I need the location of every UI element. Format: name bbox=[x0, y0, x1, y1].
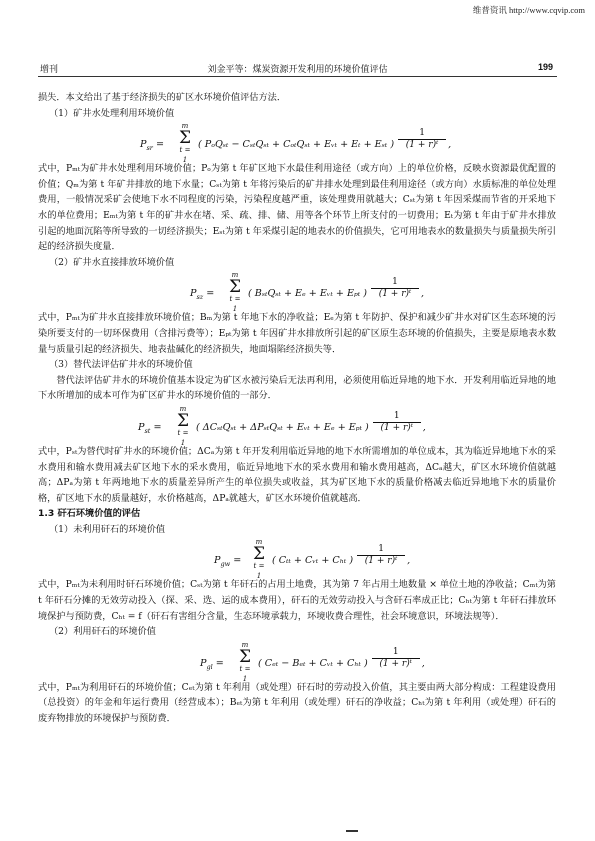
lhs-subscript: gl bbox=[206, 662, 213, 671]
fraction-denominator: (1 + r)ᵗ bbox=[379, 658, 412, 669]
header-rule bbox=[38, 76, 557, 77]
header-left: 增刊 bbox=[40, 65, 59, 75]
summation-sign bbox=[176, 404, 190, 448]
section-heading: 1.3 矸石环境价值的评估 bbox=[38, 508, 141, 520]
equation-comma: , bbox=[448, 139, 452, 151]
equation-lhs: $P_{gl}$ = bbox=[200, 657, 224, 671]
lhs-symbol: P bbox=[138, 421, 145, 433]
equation-comma: , bbox=[421, 657, 425, 669]
fraction-denominator: (1 + r)ᵗ bbox=[378, 289, 412, 300]
sigma-symbol: Σ bbox=[228, 277, 242, 298]
watermark: 维普资讯 http://www.cqvip.com bbox=[472, 5, 585, 15]
equation-3 bbox=[138, 404, 556, 447]
subheading: （2）矿井水直接排放环境价值 bbox=[49, 256, 175, 268]
summation-sign bbox=[178, 121, 192, 165]
equation-body: ( PₒQₛₜ − CₛₜQₛₜ + CₒₜQₛₜ + Eᵥₜ + Eₜ + Eₛₜ ) bbox=[198, 139, 395, 151]
paragraph: 式中，Pₘₜ为利用矸石的环境价值；Cₑₜ为第 t 年利用（或处理）矸石时的劳动投入价值，其主要由两大部分构成：工程建设费用（总投资）的年金和年运行费用（经营成本）；Bₑₜ为第 t 年利用（或处理）矸石的净收益；Cₕₜ为第 t 年利用（或处理）矸石的废弃物排放的环境保护与预防费． bbox=[38, 681, 556, 725]
equation-2 bbox=[190, 270, 556, 314]
fraction-numerator: 1 bbox=[419, 128, 425, 139]
fraction-numerator: 1 bbox=[392, 646, 399, 657]
sum-lower: t = 1 bbox=[177, 428, 189, 447]
sigma-symbol: Σ bbox=[178, 128, 192, 149]
equation-body: ( ΔCₛₜQₛₜ + ΔPₛₜQₛₜ + Eᵥₜ + Eₑ + Eₚₜ ) bbox=[196, 421, 369, 433]
equation-1 bbox=[140, 121, 556, 165]
equation-comma: , bbox=[422, 421, 426, 433]
discount-factor bbox=[372, 647, 420, 670]
body-text bbox=[38, 90, 556, 727]
sigma-symbol: Σ bbox=[252, 544, 266, 565]
paragraph: 式中，Pₘₜ为矿井水处理利用环境价值；Pₒ为第 t 年矿区地下水最佳利用途径（或方向）上的单位价格，反映水资源最优配置的价值；Qₘ为第 t 年矿井排放的地下水量；Cₛₜ为第 t 年将污染后的矿井排水处理到最佳利用途径（或方向）水质标准的单位处理费用，一般情况采矿会使地下水不同程度的污染，污染程度越严重，该处理费用就越大；Cₛₜ为第 t 年因采煤而节省的开采地下水的单位费用；Eₘₜ为第 t 年的矿井水在堵、采、疏、排、储、用等各个环节上所支付的一切费用；Eₜ为第 t 年由于矿井水排放引起的地面沉陷等所导致的一切经济损失；Eₛₜ为第 t 年采煤引起的地表水的价值损失，它可用地表水的数量损失与质量损失所引起的经济损失度量． bbox=[38, 163, 556, 253]
equation-body: ( Cₑₜ − Bₑₜ + Cᵥₜ + Cₕₜ ) bbox=[258, 657, 368, 669]
subheading: （2）利用矸石的环境价值 bbox=[49, 626, 156, 638]
equation-lhs: $P_{st}$ = bbox=[138, 421, 162, 435]
equation-4 bbox=[214, 537, 556, 581]
sum-upper: m bbox=[255, 538, 263, 547]
lhs-subscript: gw bbox=[220, 560, 231, 569]
sum-upper: m bbox=[241, 640, 249, 649]
paragraph: 式中，Pₘₜ为未利用时矸石环境价值；Cₛₜ为第 t 年矸石的占用土地费，其为第 7 年占用土地数量 × 单位土地的净收益；Cₘₜ为第 t 年矸石分摊的无效劳动投入（探、采、选、运的成本费用），矸石的无效劳动投入与含矸石率成正比；Cₕₜ为第 t 年矸石排放环境保护与预防费，Cₕₜ = f（矸石有害组分含量，生态环境承载力，环境收费合理性，社会环境意识，环境法规等）． bbox=[38, 579, 556, 622]
sum-lower: t = 1 bbox=[229, 295, 241, 314]
sigma-symbol: Σ bbox=[238, 646, 252, 667]
equation-lhs: $P_{sr}$ = bbox=[140, 139, 165, 153]
subheading: （3）替代法评估矿井水的环境价值 bbox=[49, 359, 193, 371]
subheading: （1）未利用矸石的环境价值 bbox=[49, 523, 166, 535]
paragraph: 替代法评估矿井水的环境价值基本设定为矿区水被污染后无法再利用，必须使用临近异地的地下水．开发利用临近异地的地下水所增加的成本可作为矿区矿井水的环境价值的一部分． bbox=[38, 374, 556, 402]
sum-upper: m bbox=[179, 404, 187, 413]
lhs-subscript: st bbox=[144, 426, 151, 435]
sum-upper: m bbox=[231, 271, 239, 280]
discount-factor bbox=[357, 544, 405, 567]
summation-sign bbox=[252, 537, 266, 581]
fraction-numerator: 1 bbox=[392, 277, 398, 288]
equation-lhs: $P_{gw}$ = bbox=[214, 555, 242, 569]
lhs-symbol: P bbox=[140, 139, 147, 151]
fraction-denominator: (1 + r)ᵗ bbox=[380, 422, 414, 433]
paragraph: 式中，Pₘₜ为矿井水直接排放环境价值；Bₘ为第 t 年地下水的净收益；Eₑ为第 t 年防护、保护和减少矿井水对矿区生态环境的污染所要支付的一切环保费用（含排污费等）；Eₚₜ为第 t 年因矿井水排放所引起的矿区原生态环境的价值损失，主要是原地表水数量与质量引起的经济损失、地表盐碱化的经济损失，地面塌陷经济损失等． bbox=[38, 312, 556, 355]
discount-factor bbox=[373, 411, 421, 434]
equation-lhs: $P_{sz}$ = bbox=[190, 288, 215, 302]
fraction-numerator: 1 bbox=[378, 544, 384, 555]
fraction-numerator: 1 bbox=[393, 410, 400, 421]
sum-lower: t = 1 bbox=[253, 562, 265, 581]
header-title: 刘金平等：煤炭资源开发利用的环境价值评估 bbox=[207, 65, 388, 75]
sum-upper: m bbox=[181, 122, 189, 131]
equation-5 bbox=[200, 640, 556, 683]
summation-sign bbox=[238, 640, 252, 684]
equation-comma: , bbox=[407, 555, 411, 567]
equation-body: ( BₛₜQₛₜ + Eₑ + Eᵥₜ + Eₚₜ ) bbox=[248, 288, 367, 300]
lhs-symbol: P bbox=[200, 657, 207, 669]
equation-body: ( Cₜₜ + Cᵥₜ + Cₕₜ ) bbox=[272, 555, 354, 567]
paragraph: 损失．本文给出了基于经济损失的矿区水环境价值评估方法． bbox=[38, 92, 287, 103]
discount-factor bbox=[398, 128, 446, 151]
equation-comma: , bbox=[420, 288, 425, 300]
lhs-symbol: P bbox=[214, 555, 221, 567]
sigma-symbol: Σ bbox=[176, 410, 190, 431]
fraction-denominator: (1 + r)ᵗ bbox=[364, 556, 398, 567]
footer-mark bbox=[0, 830, 595, 834]
fraction-denominator: (1 + r)ᵗ bbox=[405, 140, 439, 151]
sum-lower: t = 1 bbox=[179, 146, 191, 165]
summation-sign bbox=[228, 270, 242, 314]
running-header bbox=[38, 62, 557, 76]
lhs-subscript: sr bbox=[146, 144, 153, 153]
lhs-subscript: sz bbox=[196, 293, 204, 302]
page-number: 199 bbox=[537, 62, 553, 72]
discount-factor bbox=[371, 277, 419, 300]
sum-lower: t = 1 bbox=[239, 664, 251, 683]
paragraph: 式中，Pₛₜ为替代时矿井水的环境价值；ΔCₐ为第 t 年开发利用临近异地的地下水所需增加的单位成本，其为临近异地地下水的采水费用和输水费用减去矿区地下水的采水费用，临近异地地下水的采水费用和输水费用越高，ΔCₐ越大，矿区水环境价值就越高；ΔPₐ为第 t 年两地地下水的质量差异所产生的单位损失或收益，其为矿区地下水的质量价格减去临近异地地下水的质量价格，矿区地下水的质量越好，水价格越高，ΔPₐ就越大，矿区水环境价值就越高． bbox=[38, 445, 556, 504]
lhs-symbol: P bbox=[190, 288, 197, 300]
subheading: （1）矿井水处理利用环境价值 bbox=[49, 107, 175, 119]
